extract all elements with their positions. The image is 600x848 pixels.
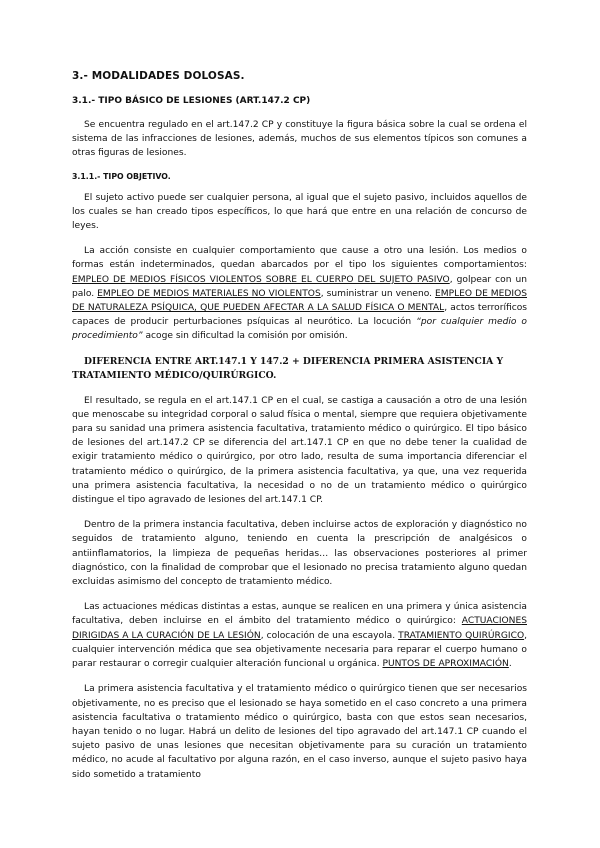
- text-segment: , suministrar un veneno.: [320, 288, 436, 299]
- paragraph-intro: Se encuentra regulado en el art.147.2 CP y constituye la figura básica sobre la cual se ordena el sistema de las infracciones de lesiones, además, muchos de sus elementos típicos son comunes a otras figuras de lesiones.: [72, 120, 527, 159]
- underlined-medios-psiquicos: EMPLEO DE MEDIOS DE NATURALEZA PSÍQUICA, QUE PUEDEN AFECTAR A LA SALUD FÍSICA O MENTAL: [72, 288, 528, 314]
- document-page: [72, 70, 527, 793]
- italic-quote: “por cualquier medio o procedimiento”: [72, 317, 527, 342]
- paragraph-final: La primera asistencia facultativa y el tratamiento médico o quirúrgico tienen que ser necesarios objetivamente, no es preciso que el lesionado se haya sometido en el caso concreto a una primera asistencia facultativa o tratamiento médico o quirúrgico, basta con que estos sean necesarios, hayan tenido o no lugar. Habrá un delito de lesiones del tipo agravado del art.147.1 CP cuando el sujeto pasivo de unas lesiones que necesitan objetivamente para su curación un tratamiento médico, no acude al facultativo por alguna razón, en el caso inverso, aunque el sujeto pasivo haya sido sometido a tratamiento: [72, 684, 527, 780]
- paragraph-resultado: El resultado, se regula en el art.147.1 CP en el cual, se castiga a causación a otro de una lesión que menoscabe su integridad corporal o salud física o mental, siempre que requiera objetivamente para su sanidad una primera asistencia facultativa, tratamiento médico o quirúrgico. El tipo básico de lesiones del art.147.2 CP se diferencia del art.147.1 CP en que no debe tener la cualidad de exigir tratamiento médico o quirúrgico, por otro lado, resulta de suma importancia diferenciar el tratamiento médico o quirúrgico, de la primera asistencia facultativa, ya que, una vez requerida una primera asistencia facultativa, la necesidad o no de un tratamiento médico o quirúrgico distingue el tipo agravado de lesiones del art.147.1 CP.: [72, 395, 527, 506]
- heading-diferencia: DIFERENCIA ENTRE ART.147.1 Y 147.2 + DIFERENCIA PRIMERA ASISTENCIA Y TRATAMIENTO MÉDICO/QUIRÚRGICO.: [72, 355, 504, 382]
- text-segment: , cualquier intervención médica que sea objetivamente necesaria para reparar el cuerpo humano o parar restaurar o corregir cualquier alteración funcional u orgánica.: [72, 630, 528, 670]
- underlined-medios-fisicos: EMPLEO DE MEDIOS FÍSICOS VIOLENTOS SOBRE EL CUERPO DEL SUJETO PASIVO: [72, 274, 450, 285]
- underlined-tratamiento-quirurgico: TRATAMIENTO QUIRÚRGICO: [398, 630, 525, 641]
- heading-tipo-objetivo: 3.1.1.- TIPO OBJETIVO.: [72, 171, 171, 181]
- paragraph-actuaciones: [72, 600, 527, 671]
- paragraph-accion: [72, 244, 527, 343]
- text-segment: La acción consiste en cualquier comportamiento que cause a otro una lesión. Los medios o formas están indeterminados, quedan abarcados por el tipo los siguientes comportamientos:: [72, 246, 527, 271]
- text-segment: , golpear con un palo.: [72, 274, 527, 299]
- text-segment: , actos terroríficos capaces de producir perturbaciones psíquicas al neurótico. La locución: [72, 303, 528, 328]
- text-segment: acoge sin dificultad la comisión por omisión.: [142, 331, 348, 342]
- text-segment: , colocación de una escayola.: [260, 630, 399, 641]
- paragraph-sujeto: El sujeto activo puede ser cualquier persona, al igual que el sujeto pasivo, incluidos aquellos de los cuales se han creado tipos específicos, lo que hará que entre en una relación de concurso de leyes.: [72, 192, 527, 232]
- text-segment: Las actuaciones médicas distintas a estas, aunque se realicen en una primera y única asistencia facultativa, deben incluirse en el ámbito del tratamiento médico o quirúrgico:: [72, 602, 527, 627]
- text-segment: .: [508, 659, 512, 670]
- underlined-actuaciones: ACTUACIONES DIRIGIDAS A LA CURACIÓN DE LA LESIÓN: [72, 616, 527, 641]
- paragraph-instancia: Dentro de la primera instancia facultativa, deben incluirse actos de exploración y diagnóstico no seguidos de tratamiento alguno, teniendo en cuenta la prescripción de analgésicos o antiinflamatorios, la limpieza de pequeñas heridas… las observaciones posteriores al primer diagnóstico, con la finalidad de comprobar que el lesionado no precisa tratamiento alguno quedan excluidas asimismo del concepto de tratamiento médico.: [72, 520, 527, 588]
- underlined-medios-materiales: EMPLEO DE MEDIOS MATERIALES NO VIOLENTOS: [97, 288, 321, 299]
- heading-modalidades-dolosas: 3.- MODALIDADES DOLOSAS.: [72, 70, 245, 82]
- heading-tipo-basico: 3.1.- TIPO BÁSICO DE LESIONES (ART.147.2 CP): [72, 96, 311, 106]
- underlined-puntos: PUNTOS DE APROXIMACIÓN: [382, 659, 509, 670]
